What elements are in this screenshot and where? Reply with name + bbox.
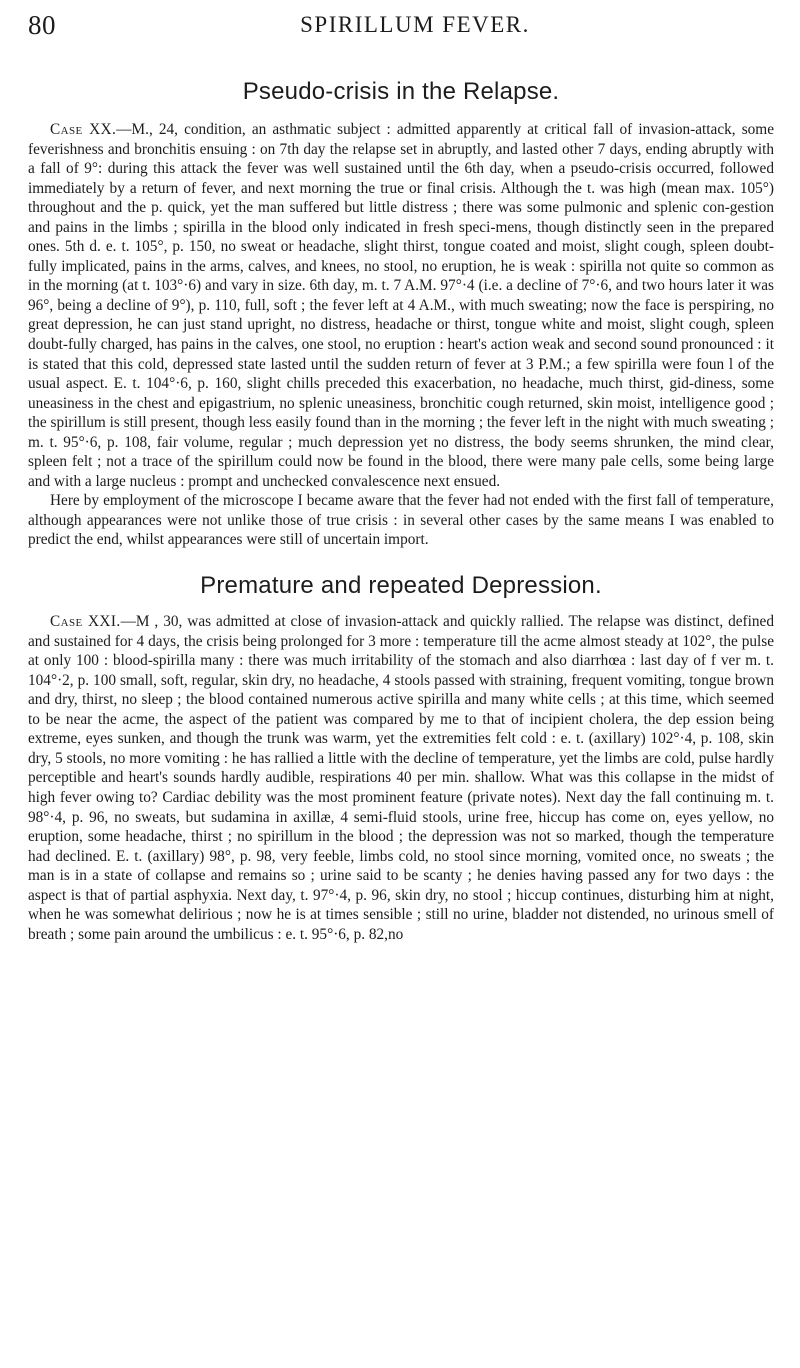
paragraph-case-xx — [28, 120, 774, 491]
page-number: 80 — [28, 10, 56, 40]
case-label: Case XX. — [50, 121, 117, 138]
paragraph-microscope-note — [28, 491, 774, 550]
paragraph-text: —M., 24, condition, an asthmatic subject : admitted apparently at critical fall of invasion-attack, some feverishness and bronchitis ensuing : on 7th day the relapse set in abruptly, and lasted other 7 days, ending abruptly with a fall of 9°: during this attack the fever was well sustained until the 6th day, when a pseudo-crisis occurred, followed immediately by a return of fever, and next morning the true or final crisis. Although the t. was high (mean max. 105°) throughout and the p. quick, yet the man suffered but little distress ; there was some pulmonic and splenic con-gestion and pains in the limbs ; spirilla in the blood only indicated in fresh speci-mens, though distinctly seen in the prepared ones. 5th d. e. t. 105°, p. 150, no sweat or headache, slight thirst, tongue coated and moist, slight cough, spleen doubt-fully implicated, pains in the arms, calves, and knees, no stool, no eruption, he is weak : spirilla not quite so common as in the morning (at t. 103°·6) and vary in size. 6th day, m. t. 7 A.M. 97°·4 (i.e. a decline of 7°·6, and two hours later it was 96°, being a decline of 9°), p. 110, full, soft ; the fever left at 4 A.M., with much sweating; now the face is perspiring, no great depression, he can just stand upright, no distress, headache or thirst, tongue white and moist, slight cough, spleen doubt-fully charged, has pains in the calves, one stool, no eruption : heart's action weak and second sound pronounced : it is stated that this cold, depressed state lasted until the sudden return of fever at 3 P.M.; a few spirilla were foun l of the usual aspect. E. t. 104°·6, p. 160, slight chills preceded this exacerbation, no headache, much thirst, gid-diness, some uneasiness in the chest and epigastrium, no splenic uneasiness, bronchitic cough returned, skin moist, intelligence good ; the spirillum is still present, though less easily found than in the morning ; the fever left in the night with much sweating ; m. t. 95°·6, p. 108, fair volume, regular ; much depression yet no distress, the body seems shrunken, the mind clear, spleen felt ; not a trace of the spirillum could now be found in the blood, there were many pale cells, some being large and with a large nucleus : prompt and unchecked convalescence next ensued. — [28, 121, 774, 490]
running-title: SPIRILLUM FEVER. — [300, 12, 530, 37]
page-content — [28, 78, 774, 944]
paragraph-case-xxi — [28, 612, 774, 944]
running-head — [28, 10, 772, 50]
paragraph-text: —M , 30, was admitted at close of invasion-attack and quickly rallied. The relapse was distinct, defined and sustained for 4 days, the crisis being prolonged for 3 more : temperature till the acme almost steady at 102°, the pulse at only 100 : blood-spirilla many : there was much irritability of the stomach and also diarrhœa : last day of f ver m. t. 104°·2, p. 100 small, soft, regular, skin dry, no headache, 4 stools passed with straining, frequent vomiting, tongue brown and dry, thirst, no sleep ; the blood contained numerous active spirilla and many white cells ; at this time, which seemed to be near the acme, the aspect of the patient was compared by me to that of incipient cholera, the dep ession being extreme, eyes sunken, and though the trunk was warm, yet the extremities felt cold : e. t. (axillary) 102°·4, p. 108, skin dry, 5 stools, no more vomiting : he has rallied a little with the decline of temperature, yet the limbs are cold, pulse hardly perceptible and heart's sounds hardly audible, respirations 40 per min. shallow. What was this collapse in the midst of high fever owing to? Cardiac debility was the most prominent feature (private notes). Next day the fall continuing m. t. 98°·4, p. 96, no sweats, but sudamina in axillæ, 4 semi-fluid stools, urine free, hiccup has come on, eyes yellow, no eruption, some headache, thirst ; no spirillum in the blood ; the depression was not so marked, though the temperature had declined. E. t. (axillary) 98°, p. 98, very feeble, limbs cold, no stool since morning, vomited once, no sweats ; the man is in a state of collapse and remains so ; urine said to be scanty ; he denies having passed any for two days : the aspect is that of partial asphyxia. Next day, t. 97°·4, p. 96, skin dry, no stool ; hiccup continues, disturbing him at night, when he was somewhat delirious ; now he is at times sensible ; still no urine, bladder not distended, no urinous smell of breath ; some pain around the umbilicus : e. t. 95°·6, p. 82,no — [28, 613, 774, 943]
section-heading-premature-depression: Premature and repeated Depression. — [200, 572, 602, 600]
paragraph-text: Here by employment of the microscope I became aware that the fever had not ended with the first fall of temperature, although appearances were not unlike those of true crisis : in several other cases by the same means I was enabled to predict the end, whilst appearances were still of uncertain import. — [28, 492, 774, 549]
section-heading-pseudo-crisis: Pseudo-crisis in the Relapse. — [242, 78, 560, 105]
case-label: Case XXI. — [50, 613, 121, 631]
